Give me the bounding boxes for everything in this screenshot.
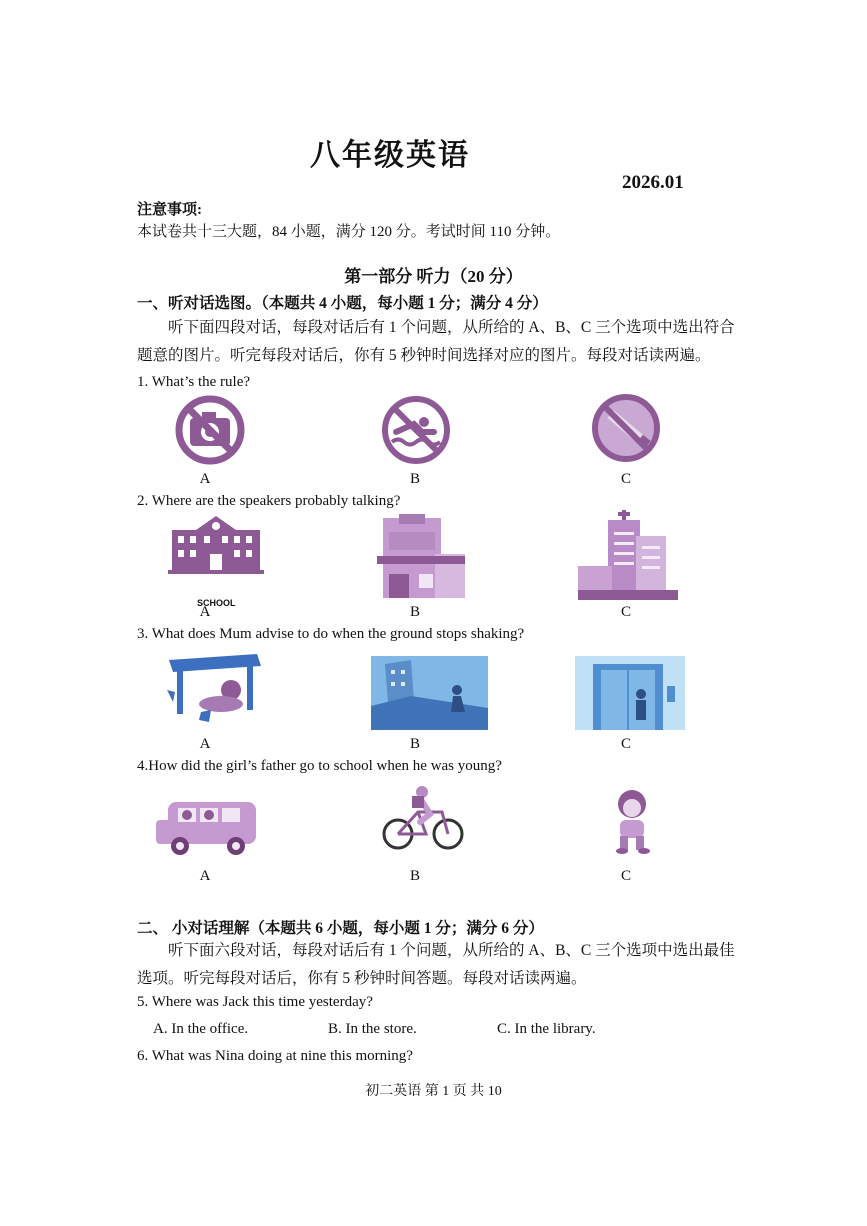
q3-option-a: A xyxy=(199,736,211,752)
question-2: 2. Where are the speakers probably talking? xyxy=(137,493,401,509)
q2-option-c: C xyxy=(620,604,631,620)
q5-option-a: A. In the office. xyxy=(153,1021,249,1037)
no-camera-icon xyxy=(172,394,248,466)
question-4: 4.How did the girl’s father go to school when he was young? xyxy=(137,758,502,774)
q2-option-a: A xyxy=(199,604,211,620)
section1-heading: 一、听对话选图。（本题共 4 小题，每小题 1 分；满分 4 分） xyxy=(137,295,548,312)
q5-option-c: C. In the library. xyxy=(497,1021,596,1037)
no-swimming-icon xyxy=(380,394,452,466)
q2-option-b: B xyxy=(409,604,420,620)
q1-option-a: A xyxy=(199,471,211,487)
question-1: 1. What’s the rule? xyxy=(137,374,251,390)
q3-option-c: C xyxy=(620,736,631,752)
q3-option-b: B xyxy=(409,736,420,752)
page-title: 八年级英语 xyxy=(310,138,470,173)
notice-heading: 注意事项: xyxy=(137,202,202,218)
exam-date: 2026.01 xyxy=(622,172,684,193)
cinema-building-icon xyxy=(375,514,467,598)
school-building-icon xyxy=(168,514,264,576)
question-5: 5. Where was Jack this time yesterday? xyxy=(137,994,373,1010)
bus-icon xyxy=(152,798,260,858)
question-3: 3. What does Mum advise to do when the ground stops shaking? xyxy=(137,626,525,642)
page-footer: 初二英语 第 1 页 共 10 xyxy=(365,1084,502,1099)
bicycle-icon xyxy=(380,784,466,852)
q1-option-b: B xyxy=(409,471,420,487)
q4-option-b: B xyxy=(409,868,420,884)
outdoor-street-icon xyxy=(371,656,488,730)
section2-heading: 二、 小对话理解（本题共 6 小题，每小题 1 分；满分 6 分） xyxy=(137,920,544,937)
school-sign-text: SCHOOL xyxy=(197,598,236,608)
walking-child-icon xyxy=(606,788,660,854)
section1-instructions: 听下面四段对话，每段对话后有 1 个问题，从所给的 A、B、C 三个选项中选出符合题意的图片。听完每段对话后，你有 5 秒钟时间选择对应的图片。每段对话读两遍。 xyxy=(137,319,735,364)
hide-under-table-icon xyxy=(165,650,265,724)
hospital-building-icon xyxy=(578,510,678,600)
elevator-icon xyxy=(575,656,685,730)
section2-instructions: 听下面六段对话，每段对话后有 1 个问题，从所给的 A、B、C 三个选项中选出最佳选项。听完每段对话后，你有 5 秒钟时间答题。每段对话读两遍。 xyxy=(137,942,735,987)
q4-option-a: A xyxy=(199,868,211,884)
q1-option-c: C xyxy=(620,471,631,487)
q4-option-c: C xyxy=(620,868,631,884)
question-6: 6. What was Nina doing at nine this morning? xyxy=(137,1048,413,1064)
notice-text: 本试卷共十三大题，84 小题，满分 120 分。考试时间 110 分钟。 xyxy=(137,224,561,240)
q5-option-b: B. In the store. xyxy=(328,1021,417,1037)
part1-heading: 第一部分 听力（20 分） xyxy=(344,267,523,286)
no-smoking-icon xyxy=(588,392,668,464)
